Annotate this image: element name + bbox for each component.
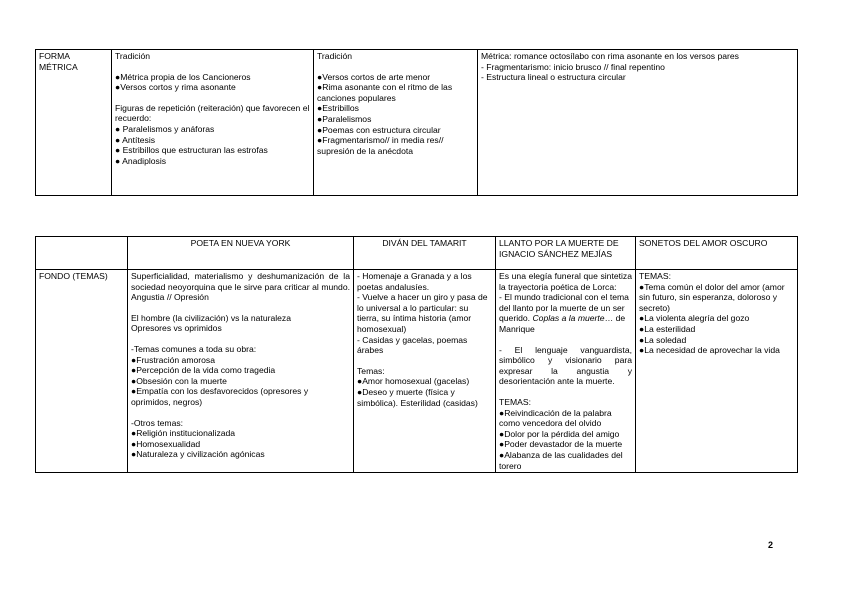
list-item: - Fragmentarismo: inicio brusco // final repentino <box>481 61 665 72</box>
header-empty <box>36 237 128 270</box>
cell-heading: Tradición <box>115 51 151 61</box>
llanto-p2-tail: … de Manrique <box>499 313 626 334</box>
list-item: ●Rima asonante con el ritmo de las canciones populares <box>317 82 453 103</box>
row-label-text: FORMA MÉTRICA <box>39 51 78 72</box>
list-item: ●Amor homosexual (gacelas) <box>357 376 470 387</box>
cell-divan <box>354 270 496 473</box>
llanto-paragraph-1: Es una elegía funeral que sintetiza la trayectoria poética de Lorca: <box>499 271 632 292</box>
list-item: ●Reivindicación de la palabra como vencedora del olvido <box>499 407 612 429</box>
list-item: ●Obsesión con la muerte <box>131 375 227 386</box>
list-item: ● Paralelismos y anáforas <box>115 123 215 134</box>
cell-tradicion-1 <box>112 50 314 196</box>
sonetos-temas-title: TEMAS: <box>639 271 671 281</box>
cell-llanto <box>496 270 636 473</box>
list-item: ●La violenta alegría del gozo <box>639 313 750 324</box>
list-item: ●Homosexualidad <box>131 438 201 449</box>
list-item: ●Estribillos <box>317 103 359 114</box>
otros-temas-title: -Otros temas: <box>131 417 184 428</box>
list-item: ●La necesidad de aprovechar la vida <box>639 345 780 356</box>
header-llanto: LLANTO POR LA MUERTE DE IGNACIO SÁNCHEZ MEJÍAS <box>496 237 636 270</box>
forma-metrica-table <box>35 49 798 196</box>
llanto-p2-text: - El mundo tradicional con el tema del llanto por la muerte de un ser querido. <box>499 292 629 324</box>
cell-poeta <box>128 270 354 473</box>
list-item: ●Empatía con los desfavorecidos (opresores y oprimidos, negros) <box>131 386 309 407</box>
cell-heading: Tradición <box>317 51 353 61</box>
temas-comunes-title: -Temas comunes a toda su obra: <box>131 343 257 354</box>
header-sonetos: SONETOS DEL AMOR OSCURO <box>636 237 798 270</box>
llanto-paragraph-3: - El lenguaje vanguardista, simbólico y visionario para expresar la angustia y desorientación ante la muerte. <box>499 344 632 387</box>
list-item: ●Paralelismos <box>317 113 372 124</box>
table-header-row <box>36 237 798 270</box>
list-item: - Homenaje a Granada y a los poetas andalusíes. <box>357 271 472 292</box>
llanto-temas-title: TEMAS: <box>499 396 531 407</box>
divan-temas-title: Temas: <box>357 365 385 376</box>
header-divan: DIVÁN DEL TAMARIT <box>354 237 496 270</box>
list-item: ●Alabanza de las cualidades del torero <box>499 449 623 471</box>
cell-tradicion-2 <box>314 50 478 196</box>
list-item: ● Estribillos que estructuran las estrofas <box>115 145 268 156</box>
list-item: ●Fragmentarismo// in media res// supresión de la anécdota <box>317 135 444 156</box>
poeta-paragraph-1: Superficialidad, materialismo y deshumanización de la sociedad neoyorquina que le sirve para criticar al mundo. Angustia // Opresión <box>131 271 350 303</box>
list-item: ●Versos cortos de arte menor <box>317 71 431 82</box>
cell-metrica <box>478 50 798 196</box>
poeta-paragraph-2: El hombre (la civilización) vs la naturaleza <box>131 312 292 323</box>
coplas-title: Coplas a la muerte <box>532 313 605 324</box>
list-item: - Vuelve a hacer un giro y pasa de lo universal a lo particular: su tierra, su íntima historia (amor homosexual) <box>357 292 488 334</box>
fondo-temas-table <box>35 236 798 473</box>
list-item: ●Religión institucionalizada <box>131 428 236 439</box>
cell-sonetos <box>636 270 798 473</box>
list-item: ●Poemas con estructura circular <box>317 124 441 135</box>
list-item: ●Versos cortos y rima asonante <box>115 82 236 93</box>
list-item: - Casidas y gacelas, poemas árabes <box>357 334 468 356</box>
list-item: ●Deseo y muerte (física y simbólica). Esterilidad (casidas) <box>357 386 478 408</box>
list-item: ●Frustración amorosa <box>131 354 215 365</box>
table-row <box>36 50 798 196</box>
list-item: ●Métrica propia de los Cancioneros <box>115 71 251 82</box>
list-item: ●Poder devastador de la muerte <box>499 439 623 450</box>
row-label-forma-metrica <box>36 50 112 196</box>
poeta-paragraph-3: Opresores vs oprimidos <box>131 323 222 334</box>
header-poeta: POETA EN NUEVA YORK <box>128 237 354 270</box>
table-row <box>36 270 798 473</box>
list-item: Métrica: romance octosílabo con rima asonante en los versos pares <box>481 51 739 61</box>
list-item: ● Antítesis <box>115 134 156 145</box>
list-item: ●Naturaleza y civilización agónicas <box>131 449 265 460</box>
list-item: ●La esterilidad <box>639 323 696 334</box>
list-item: - Estructura lineal o estructura circular <box>481 72 626 83</box>
list-item: ●La soledad <box>639 334 687 345</box>
row-label-fondo: FONDO (TEMAS) <box>36 270 128 473</box>
list-item: ● Anadiplosis <box>115 155 167 166</box>
page-number: 2 <box>768 540 774 550</box>
llanto-paragraph-2 <box>499 292 632 334</box>
figuras-intro: Figuras de repetición (reiteración) que favorecen el recuerdo: <box>115 102 310 124</box>
list-item: ●Percepción de la vida como tragedia <box>131 365 276 376</box>
list-item: ●Tema común el dolor del amor (amor sin futuro, sin esperanza, doloroso y secreto) <box>639 281 785 313</box>
list-item: ●Dolor por la pérdida del amigo <box>499 428 620 439</box>
